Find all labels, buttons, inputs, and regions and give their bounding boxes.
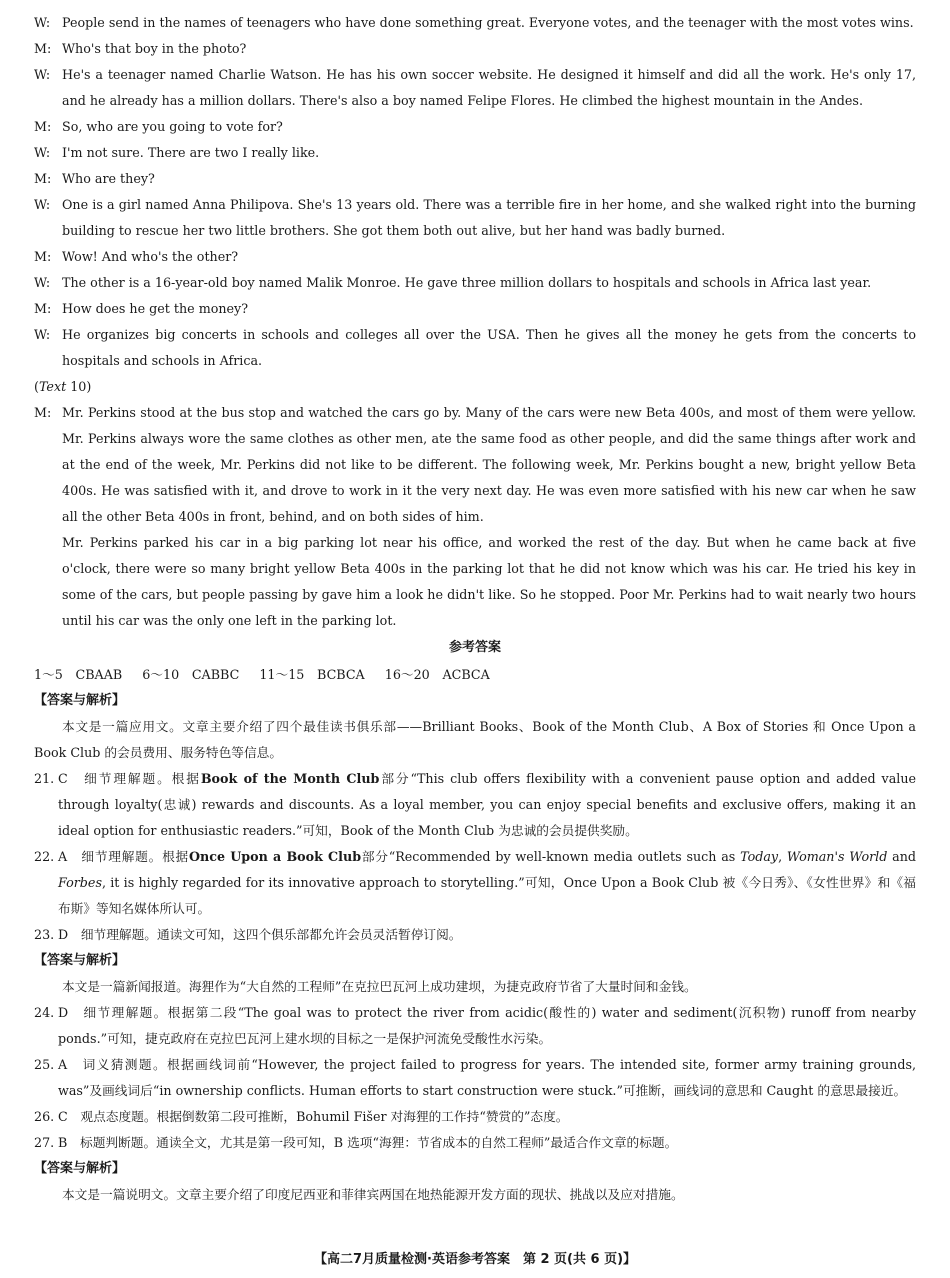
question-24-explanation: D 细节理解题。根据第二段“The goal was to protect the river from acidic(酸性的) water and sediment(沉积物) runoff from nearby ponds.”可知，捷克政府在克拉巴瓦河上建水坝的目标之一是保护河流免受酸性水污染。 (58, 1005, 916, 1046)
dialogue-line (34, 114, 916, 140)
answer-group-11-15: 11～15 BCBCA (259, 667, 365, 682)
dialogue-text: One is a girl named Anna Philipova. She's 13 years old. There was a terrible fire in her home, and she walked right into the burning building to rescue her two little brothers. She got them both out alive, but her hand was badly burned. (62, 197, 916, 238)
answer-key-title: 参考答案 (448, 640, 501, 655)
answer-group-1-5: 1～5 CBAAB (34, 667, 123, 682)
question-27-explanation: B 标题判断题。通读全文，尤其是第一段可知，B 选项“海狸：节省成本的自然工程师”最适合作文章的标题。 (58, 1135, 678, 1150)
question-21-bold-term: Book of the Month Club (200, 771, 380, 786)
question-24 (34, 1000, 916, 1052)
dialogue-text: Who's that boy in the photo? (62, 41, 247, 56)
answer-group-6-10: 6～10 CABBC (142, 667, 240, 682)
section-heading-b: 【答案与解析】 (34, 953, 126, 968)
question-22-separator: , (778, 849, 787, 864)
question-22-bold-term: Once Upon a Book Club (188, 849, 362, 864)
question-number: 23. (34, 927, 55, 942)
dialogue-line (34, 140, 916, 166)
media-forbes: Forbes (58, 875, 102, 890)
dialogue-text: He's a teenager named Charlie Watson. He has his own soccer website. He designed it himself and did all the work. He's only 17, and he already has a million dollars. There's also a boy named Felipe Flores. He climbed the highest mountain in the Andes. (62, 67, 916, 108)
speaker-label: W: (34, 67, 51, 82)
text-10-open-paren: ( (34, 379, 39, 394)
question-22 (34, 844, 916, 922)
monologue-paragraph-2: Mr. Perkins parked his car in a big parking lot near his office, and worked the rest of the day. But when he came back at five o'clock, there were so many bright yellow Beta 400s in the parking lot that he did not know which was his car. He tried his key in some of the cars, but people passing by gave him a look he didn't like. So he stopped. Poor Mr. Perkins had to wait nearly two hours until his car was the only one left in the parking lot. (62, 535, 916, 628)
question-26-explanation: C 观点态度题。根据倒数第二段可推断，Bohumil Fišer 对海狸的工作持“赞赏的”态度。 (58, 1109, 569, 1124)
dialogue-line (34, 244, 916, 270)
question-22-and: and (887, 849, 916, 864)
speaker-label: M: (34, 405, 52, 420)
question-27 (34, 1130, 916, 1156)
question-26 (34, 1104, 916, 1130)
speaker-label: W: (34, 327, 51, 342)
dialogue-text: People send in the names of teenagers who have done something great. Everyone votes, and the teenager with the most votes wins. (62, 15, 914, 30)
monologue-paragraph-1: Mr. Perkins stood at the bus stop and watched the cars go by. Many of the cars were new Beta 400s, and most of them were yellow. Mr. Perkins always wore the same clothes as other men, ate the same food as other people, and did the same things after work and at the end of the week, Mr. Perkins did not like to be different. The following week, Mr. Perkins bought a new, bright yellow Beta 400s. He was satisfied with it, and drove to work in it the very next day. He was even more satisfied with his new car when he saw all the other Beta 400s in front, behind, and on both sides of him. (62, 405, 916, 524)
dialogue-line (34, 166, 916, 192)
dialogue-transcript (34, 10, 916, 374)
question-number: 25. (34, 1057, 55, 1072)
question-number: 26. (34, 1109, 55, 1124)
passage-c-intro: 本文是一篇说明文。文章主要介绍了印度尼西亚和菲律宾两国在地热能源开发方面的现状、挑战以及应对措施。 (62, 1187, 684, 1202)
dialogue-line (34, 192, 916, 244)
question-22-quote-start: 部分“Recommended by well-known media outlets such as (361, 849, 741, 864)
speaker-label: W: (34, 197, 51, 212)
dialogue-line (34, 322, 916, 374)
question-22-explanation: , it is highly regarded for its innovative approach to storytelling.”可知，Once Upon a Book Club 被《今日秀》、《女性世界》和《福布斯》等知名媒体所认可。 (58, 875, 916, 916)
question-22-lead: A 细节理解题。根据 (58, 849, 189, 864)
speaker-label: W: (34, 15, 51, 30)
dialogue-text: He organizes big concerts in schools and colleges all over the USA. Then he gives all the money he gets from the concerts to hospitals and schools in Africa. (62, 327, 916, 368)
text-10-number: 10) (66, 379, 92, 394)
dialogue-line (34, 62, 916, 114)
media-womans-world: Woman's World (786, 849, 888, 864)
passage-a-intro: 本文是一篇应用文。文章主要介绍了四个最佳读书俱乐部——Brilliant Books、Book of the Month Club、A Box of Stories 和 Once Upon a Book Club 的会员费用、服务特色等信息。 (34, 719, 916, 760)
dialogue-text: So, who are you going to vote for? (62, 119, 283, 134)
question-23 (34, 922, 916, 948)
dialogue-text: Who are they? (62, 171, 155, 186)
question-25-explanation: A 词义猜测题。根据画线词前“However, the project failed to progress for years. The intended site, former army training grounds, was”及画线词后“in ownership conflicts. Human efforts to start construction were stuck.”可推断，画线词的意思和 Caught 的意思最接近。 (58, 1057, 916, 1098)
speaker-label: W: (34, 275, 51, 290)
dialogue-line (34, 270, 916, 296)
question-number: 27. (34, 1135, 55, 1150)
question-21 (34, 766, 916, 844)
speaker-label: M: (34, 41, 52, 56)
dialogue-text: The other is a 16-year-old boy named Malik Monroe. He gave three million dollars to hospitals and schools in Africa last year. (62, 275, 872, 290)
question-number: 21. (34, 771, 55, 786)
question-23-explanation: D 细节理解题。通读文可知，这四个俱乐部都允许会员灵活暂停订阅。 (58, 927, 462, 942)
question-21-explanation: 部分“This club offers flexibility with a convenient pause option and added value through loyalty(忠诚) rewards and discounts. As a loyal member, you can enjoy special benefits and exclusive offers, making it an ideal option for enthusiastic readers.”可知，Book of the Month Club 为忠诚的会员提供奖励。 (58, 771, 916, 838)
answer-key-row (34, 662, 916, 688)
question-21-lead: C 细节理解题。根据 (58, 771, 201, 786)
speaker-label: M: (34, 171, 52, 186)
question-number: 24. (34, 1005, 55, 1020)
text-10-word: Text (38, 379, 67, 394)
dialogue-text: I'm not sure. There are two I really like. (62, 145, 320, 160)
media-today: Today (740, 849, 779, 864)
dialogue-line (34, 296, 916, 322)
dialogue-line (34, 10, 916, 36)
speaker-label: M: (34, 301, 52, 316)
question-25 (34, 1052, 916, 1104)
text-10-monologue-continued (34, 530, 916, 634)
answer-group-16-20: 16～20 ACBCA (384, 667, 490, 682)
page-footer: 【高二7月质量检测·英语参考答案 第 2 页(共 6 页)】 (313, 1252, 637, 1267)
speaker-label: M: (34, 249, 52, 264)
passage-b-intro: 本文是一篇新闻报道。海狸作为“大自然的工程师”在克拉巴瓦河上成功建坝，为捷克政府节省了大量时间和金钱。 (62, 979, 697, 994)
dialogue-line (34, 36, 916, 62)
question-number: 22. (34, 849, 55, 864)
text-10-label (34, 374, 916, 400)
section-heading-a: 【答案与解析】 (34, 693, 126, 708)
dialogue-text: Wow! And who's the other? (62, 249, 239, 264)
section-heading-c: 【答案与解析】 (34, 1161, 126, 1176)
speaker-label: M: (34, 119, 52, 134)
speaker-label: W: (34, 145, 51, 160)
dialogue-text: How does he get the money? (62, 301, 249, 316)
text-10-monologue (34, 400, 916, 530)
